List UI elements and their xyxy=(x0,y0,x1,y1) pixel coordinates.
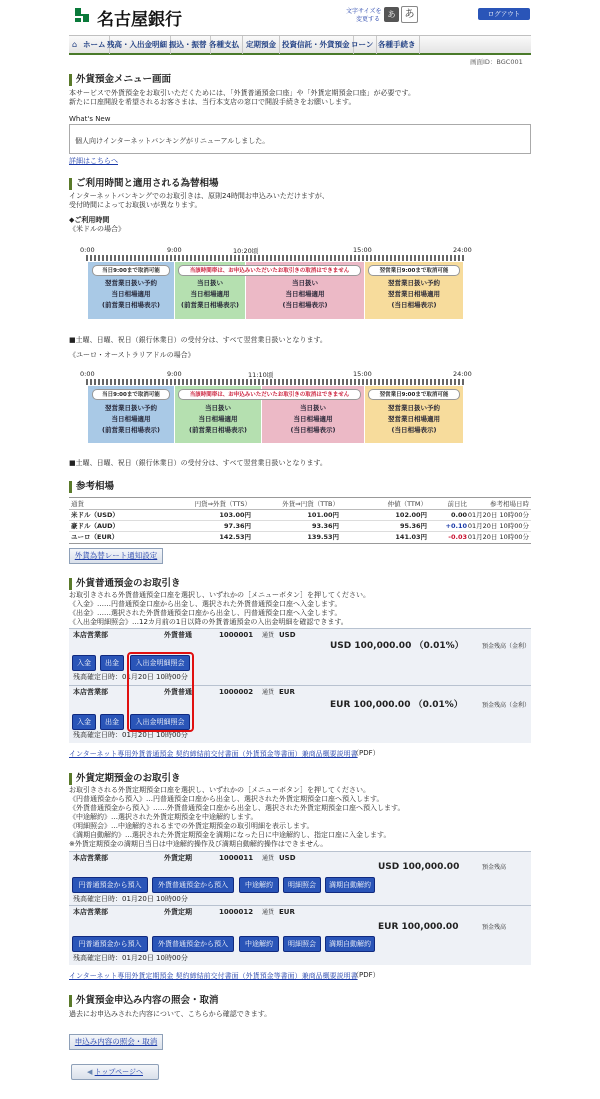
ord2-withdraw-button[interactable]: 出金 xyxy=(100,714,124,730)
eur-tick-2: 11:10頃 xyxy=(248,371,274,379)
time-doc-link[interactable]: インターネット専用外貨定期預金 契約締結前交付書面（外貨預金等書面）兼商品概要説明書 xyxy=(69,972,358,980)
usd-pill-cannot: 当該時間帯は、お申込みいただいたお取引きの取消はできません xyxy=(178,265,361,276)
time-desc-6: ※外貨定期預金の満期日当日は中途解約操作及び満期自動解約操作はできません。 xyxy=(69,840,328,848)
time-desc-5: 《満期自動解約》…選択された外貨定期預金を満期になった日に中途解約し、指定口座に入金します。 xyxy=(69,831,391,839)
usd-pill-after: 翌営業日9:00まで取消可能 xyxy=(368,265,460,276)
eur-tick-1: 9:00 xyxy=(167,370,182,378)
hours-desc-2: 受付時間によってお取扱いが異なります。 xyxy=(69,201,202,209)
time-desc-4: 《明細照会》…中途解約されるまでの外貨定期預金の取引明細を表示します。 xyxy=(69,822,314,830)
inquiry-button[interactable]: 申込み内容の照会・取消 xyxy=(69,1034,163,1050)
bank-logo[interactable] xyxy=(71,5,93,27)
time-desc-0: お取引きされる外貨定期預金口座を選択し、いずれかの［メニューボタン］を押してください。 xyxy=(69,786,370,794)
ordinary-pdf-label: （PDF） xyxy=(352,749,380,757)
ordinary-desc-2: 《出金》……選択された外貨普通預金口座から出金し、円普通預金口座へ入金します。 xyxy=(69,609,342,617)
time1-confirm: 残高確定日時：01月20日 10時00分 xyxy=(73,895,188,903)
ord2-detail-button[interactable]: 入出金明細照会 xyxy=(130,714,190,730)
eur-box-4-text: 翌営業日扱い予約 翌営業日相場適用 (当日相場表示) xyxy=(388,404,440,434)
ord2-currency: EUR xyxy=(279,688,295,696)
usd-timeline-axis xyxy=(86,255,464,261)
ord2-balance: EUR 100,000.00 （0.01%） xyxy=(330,700,463,710)
ord1-currency: USD xyxy=(279,631,296,639)
ord2-number: 1000002 xyxy=(219,688,254,696)
ordinary-desc-1: 《入金》……円普通預金口座から出金し、選択された外貨普通預金口座へ入金します。 xyxy=(69,600,342,608)
time-pdf-label: （PDF） xyxy=(352,971,380,979)
eur-pill-cannot: 当該時間帯は、お申込みいただいたお取引きの取消はできません xyxy=(178,389,361,400)
ordinary-desc-0: お取引きされる外貨普通預金口座を選択し、いずれかの［メニューボタン］を押してください。 xyxy=(69,591,370,599)
nav-home[interactable]: ホーム xyxy=(80,36,110,54)
time1-from-fx-button[interactable]: 外貨普通預金から預入 xyxy=(152,877,234,893)
bank-name: 名古屋銀行 xyxy=(97,10,182,30)
rate-notify-button[interactable]: 外貨為替レート通知設定 xyxy=(69,548,163,564)
whats-new-box xyxy=(69,124,531,154)
nav-payment[interactable]: 各種支払 xyxy=(206,36,243,54)
nav-loan[interactable]: ローン xyxy=(348,36,377,54)
time2-type: 外貨定期 xyxy=(164,908,192,916)
ord1-detail-button[interactable]: 入出金明細照会 xyxy=(130,655,190,671)
eur-tick-0: 0:00 xyxy=(80,370,95,378)
whats-new-label: What's New xyxy=(69,115,111,123)
time2-cancel-button[interactable]: 中途解約 xyxy=(239,936,279,952)
top-page-label: トップページへ xyxy=(94,1068,143,1076)
time-title: 外貨定期預金のお取引き xyxy=(69,773,181,785)
usd-tick-3: 15:00 xyxy=(353,246,372,254)
time1-branch: 本店営業部 xyxy=(73,854,108,862)
logout-button[interactable]: ログアウト xyxy=(478,8,530,20)
ord2-confirm: 残高確定日時：01月20日 10時00分 xyxy=(73,731,188,739)
hours-sub: ◆ご利用時間 xyxy=(69,216,110,224)
eur-tick-3: 15:00 xyxy=(353,370,372,378)
rates-row-aud: 豪ドル（AUD） 97.36円 93.36円 95.36円 +0.10 01月20日 10時00分 xyxy=(71,522,529,530)
time2-bal-label: 預金残高 xyxy=(482,924,507,931)
nav-balance[interactable]: 残高・入出金明細 xyxy=(104,36,171,54)
inquiry-desc: 過去にお申込みされた内容について、こちらから確認できます。 xyxy=(69,1010,272,1018)
font-size-small-button[interactable]: あ xyxy=(384,7,399,22)
time2-from-yen-button[interactable]: 円普通預金から預入 xyxy=(72,936,148,952)
rates-row-usd: 米ドル（USD） 103.00円 101.00円 102.00円 0.00 01月20日 10時00分 xyxy=(71,511,529,519)
top-page-button[interactable] xyxy=(71,1064,159,1080)
usd-box-1-text: 翌営業日扱い予約 当日相場適用 (前営業日相場表示) xyxy=(102,279,160,309)
ord1-withdraw-button[interactable]: 出金 xyxy=(100,655,124,671)
time1-detail-button[interactable]: 明細照会 xyxy=(283,877,321,893)
usd-tick-2: 10:20頃 xyxy=(233,247,259,255)
hours-title: ご利用時間と適用される為替相場 xyxy=(69,178,219,190)
usd-box-3-text: 当日扱い 当日相場適用 (当日相場表示) xyxy=(282,279,328,309)
ord1-cur-label: 通貨 xyxy=(262,632,275,639)
rates-table xyxy=(69,497,531,544)
time-desc-2: 《外貨普通預金から預入》……外貨普通預金口座から出金し、選択された外貨定期預金口座へ預入します。 xyxy=(69,804,405,812)
nav-investment-fx[interactable]: 投資信託・外貨預金 xyxy=(279,36,354,54)
menu-desc-2: 新たに口座開設を希望されるお客さまは、当行本支店の窓口で開設手続きをお願いします。 xyxy=(69,98,356,106)
eur-pill-after: 翌営業日9:00まで取消可能 xyxy=(368,389,460,400)
ord1-number: 1000001 xyxy=(219,631,254,639)
back-arrow-icon: ◀ xyxy=(87,1068,95,1076)
usd-tick-4: 24:00 xyxy=(453,246,472,254)
usd-tick-0: 0:00 xyxy=(80,246,95,254)
time2-confirm: 残高確定日時：01月20日 10時00分 xyxy=(73,954,188,962)
page-title: 外貨預金メニュー画面 xyxy=(69,74,171,86)
nav-procedures[interactable]: 各種手続き xyxy=(375,36,420,54)
ordinary-title: 外貨普通預金のお取引き xyxy=(69,578,181,590)
nav-transfer[interactable]: 振込・振替 xyxy=(166,36,211,54)
time2-auto-cancel-button[interactable]: 満期自動解約 xyxy=(325,936,375,952)
ordinary-doc-link[interactable]: インターネット専用外貨普通預金 契約締結前交付書面（外貨預金等書面）兼商品概要説明書 xyxy=(69,750,358,758)
menu-desc-1: 本サービスで外貨預金をお取引いただくためには、「外貨普通預金口座」や「外貨定期預金口座」が必要です。 xyxy=(69,89,415,97)
time1-from-yen-button[interactable]: 円普通預金から預入 xyxy=(72,877,148,893)
ordinary-desc-3: 《入出金明細照会》…12カ月前の1日以降の外貨普通預金の入出金明細を確認できます。 xyxy=(69,618,348,626)
font-size-label: 文字サイズを 変更する xyxy=(346,8,382,23)
nav-time-deposit[interactable]: 定期預金 xyxy=(243,36,280,54)
time1-number: 1000011 xyxy=(219,854,254,862)
time-desc-3: 《中途解約》…選択された外貨定期預金を中途解約します。 xyxy=(69,813,258,821)
rates-title: 参考相場 xyxy=(69,481,114,493)
time1-cancel-button[interactable]: 中途解約 xyxy=(239,877,279,893)
eur-timeline-axis xyxy=(86,379,464,385)
ord1-balance: USD 100,000.00 （0.01%） xyxy=(330,641,464,651)
font-size-large-button[interactable]: あ xyxy=(401,6,418,23)
eur-note: ■土曜、日曜、祝日（銀行休業日）の受付分は、すべて翌営業日扱いとなります。 xyxy=(69,459,327,467)
hours-desc-1: インターネットバンキングでのお取引きは、原則24時間お申込みいただけますが、 xyxy=(69,192,329,200)
time2-currency: EUR xyxy=(279,908,295,916)
usd-box-2-text: 当日扱い 当日相場適用 (前営業日相場表示) xyxy=(181,279,239,309)
usd-box-4-text: 翌営業日扱い予約 翌営業日相場適用 (当日相場表示) xyxy=(388,279,440,309)
ord1-confirm: 残高確定日時：01月20日 10時00分 xyxy=(73,673,188,681)
usd-pill-before: 当日9:00まで取消可能 xyxy=(92,265,170,276)
eur-box-1-text: 翌営業日扱い予約 当日相場適用 (前営業日相場表示) xyxy=(102,404,160,434)
ord2-type: 外貨普通 xyxy=(164,688,192,696)
inquiry-title: 外貨預金申込み内容の照会・取消 xyxy=(69,995,219,1007)
eur-label: 《ユーロ・オーストラリアドルの場合》 xyxy=(69,351,195,359)
time1-auto-cancel-button[interactable]: 満期自動解約 xyxy=(325,877,375,893)
time-desc-1: 《円普通預金から預入》…円普通預金口座から出金し、選択された外貨定期預金口座へ預入します。 xyxy=(69,795,384,803)
eur-box-2-text: 当日扱い 当日相場適用 (前営業日相場表示) xyxy=(189,404,247,434)
ord1-branch: 本店営業部 xyxy=(73,631,108,639)
ord1-type: 外貨普通 xyxy=(164,631,192,639)
time1-bal-label: 預金残高 xyxy=(482,864,507,871)
ord1-bal-label: 預金残高（金利） xyxy=(482,643,531,650)
detail-link[interactable]: 詳細はこちらへ xyxy=(69,157,118,165)
screen-id: 画面ID：BGC001 xyxy=(470,58,523,66)
rates-header: 通貨 円貨⇒外貨（TTS） 外貨⇒円貨（TTB） 仲値（TTM） 前日比 参考相場日時 xyxy=(71,500,529,508)
time2-detail-button[interactable]: 明細照会 xyxy=(283,936,321,952)
ord2-cur-label: 通貨 xyxy=(262,689,275,696)
eur-box-3-text: 当日扱い 当日相場適用 (当日相場表示) xyxy=(290,404,336,434)
eur-pill-before: 当日9:00まで取消可能 xyxy=(92,389,170,400)
ord2-branch: 本店営業部 xyxy=(73,688,108,696)
time1-type: 外貨定期 xyxy=(164,854,192,862)
time2-cur-label: 通貨 xyxy=(262,909,275,916)
eur-tick-4: 24:00 xyxy=(453,370,472,378)
whats-new-text: 個人向けインターネットバンキングがリニューアルしました。 xyxy=(75,137,270,145)
usd-note: ■土曜、日曜、祝日（銀行休業日）の受付分は、すべて翌営業日扱いとなります。 xyxy=(69,336,327,344)
time2-number: 1000012 xyxy=(219,908,254,916)
time1-cur-label: 通貨 xyxy=(262,855,275,862)
ord1-deposit-button[interactable]: 入金 xyxy=(72,655,96,671)
time2-from-fx-button[interactable]: 外貨普通預金から預入 xyxy=(152,936,234,952)
highlight-box xyxy=(127,652,194,732)
time1-currency: USD xyxy=(279,854,296,862)
usd-tick-1: 9:00 xyxy=(167,246,182,254)
time1-balance: USD 100,000.00 xyxy=(378,862,460,872)
time2-branch: 本店営業部 xyxy=(73,908,108,916)
usd-label: 《米ドルの場合》 xyxy=(69,225,125,233)
ord2-bal-label: 預金残高（金利） xyxy=(482,702,531,709)
rates-row-eur: ユーロ（EUR） 142.53円 139.53円 141.03円 -0.03 01月20日 10時00分 xyxy=(71,533,529,541)
home-icon: ⌂ xyxy=(72,40,78,49)
ord2-deposit-button[interactable]: 入金 xyxy=(72,714,96,730)
time2-balance: EUR 100,000.00 xyxy=(378,922,459,932)
